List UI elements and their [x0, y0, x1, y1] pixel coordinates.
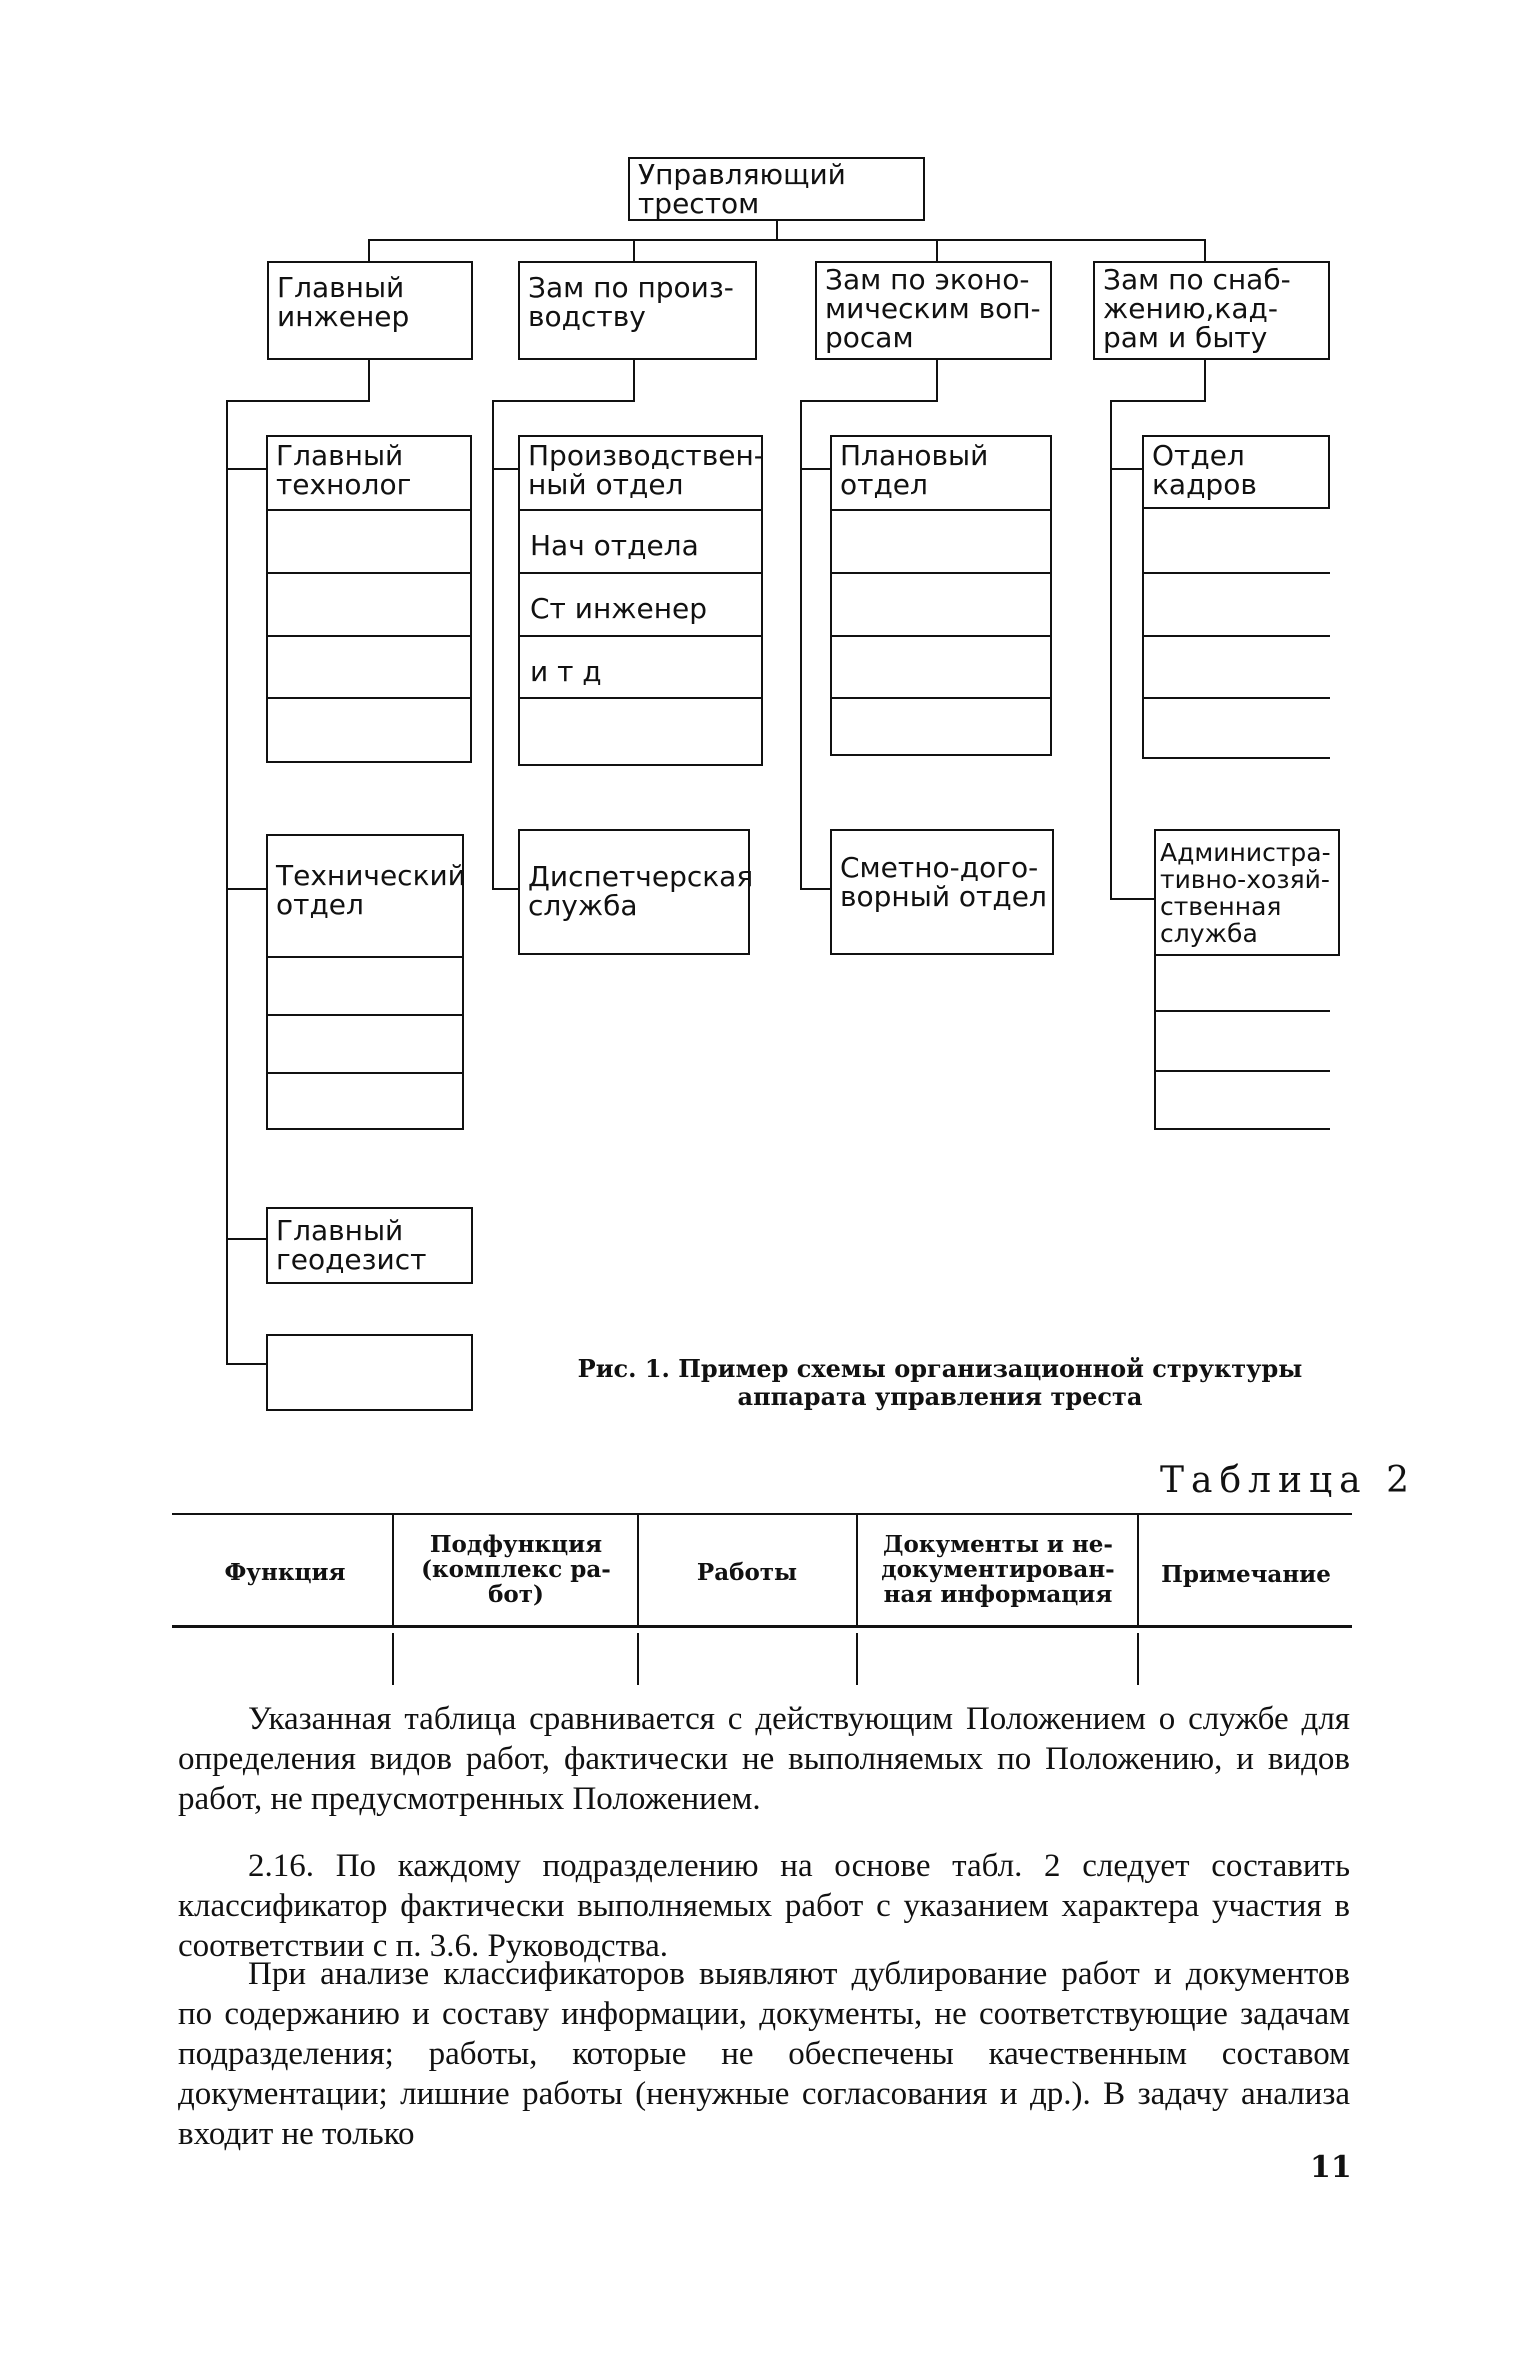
column-divider — [1137, 1515, 1139, 1625]
connector — [226, 888, 268, 890]
connector — [633, 239, 635, 261]
row-stub — [1154, 956, 1156, 1130]
connector — [1204, 360, 1206, 402]
row-divider — [1142, 572, 1330, 574]
connector — [226, 400, 228, 1365]
column-divider — [1137, 1633, 1139, 1685]
org-box-deputy-economics-label: Зам по эконо- мическим воп- росам — [825, 263, 1041, 354]
table-header-rule — [172, 1625, 1352, 1628]
row-divider — [268, 509, 470, 511]
org-box-empty — [266, 1334, 473, 1411]
connector — [368, 239, 1206, 241]
org-box-admin-service — [1154, 829, 1340, 956]
org-box-dispatch-service — [518, 829, 754, 955]
table-header-subfunction: Подфункция (комплекс ра- бот) — [421, 1531, 611, 1608]
row-divider — [1142, 757, 1330, 759]
column-divider — [392, 1515, 394, 1625]
connector — [226, 468, 268, 470]
table-header-documents: Документы и не- документирован- ная информация — [881, 1531, 1115, 1608]
paragraph-3: При анализе классификаторов выявляют дублирование работ и документов по содержанию и составу информации, документы, не соответствующие задачам подразделения; работы, которые не обеспечены качественным составом документации; лишние работы (ненужные согласования и др.). В задачу анализа входит не только — [178, 1956, 1350, 2152]
row-divider — [268, 635, 470, 637]
connector — [1110, 898, 1156, 900]
figure-caption-line1: Рис. 1. Пример схемы организационной структуры — [577, 1354, 1303, 1383]
org-box-chief-surveyor — [266, 1207, 473, 1284]
connector — [492, 468, 520, 470]
org-box-chief-technologist — [266, 435, 472, 763]
org-box-deputy-production-label: Зам по произ- водству — [528, 271, 734, 333]
row-divider — [832, 509, 1050, 511]
table-header-note: Примечание — [1161, 1561, 1331, 1588]
column-divider — [637, 1515, 639, 1625]
row-divider — [268, 1072, 462, 1074]
connector — [1204, 239, 1206, 261]
org-box-production-dept — [518, 435, 763, 766]
connector — [936, 239, 938, 261]
row-divider — [268, 1014, 462, 1016]
org-box-deputy-supply — [1093, 261, 1330, 360]
connector — [800, 400, 938, 402]
row-divider — [1142, 697, 1330, 699]
connector — [1110, 400, 1206, 402]
org-box-root-label: Управляющий трестом — [638, 158, 846, 220]
row-divider — [520, 635, 761, 637]
org-box-estimates-contracts-dept — [830, 829, 1054, 955]
row-divider — [832, 635, 1050, 637]
org-box-chief-engineer — [267, 261, 473, 360]
connector — [1110, 400, 1112, 900]
org-box-hr-dept-label: Отдел кадров — [1152, 439, 1257, 501]
row-label-head: Нач отдела — [530, 529, 699, 562]
table-header-works: Работы — [696, 1559, 798, 1586]
connector — [226, 1238, 268, 1240]
connector — [368, 360, 370, 402]
row-divider — [1142, 635, 1330, 637]
column-divider — [856, 1633, 858, 1685]
paragraph-1: Указанная таблица сравнивается с действующим Положением о службе для определения видов работ, фактически не выполняемых по Положению, и видов работ, не предусмотренных Положением. — [178, 1701, 1350, 1817]
org-box-planning-dept — [830, 435, 1052, 756]
connector — [226, 1363, 268, 1365]
org-box-chief-engineer-label: Главный инженер — [277, 271, 410, 333]
row-label-etc: и т д — [530, 655, 602, 688]
connector — [800, 400, 802, 890]
row-divider — [520, 572, 761, 574]
paragraph-2: 2.16. По каждому подразделению на основе табл. 2 следует составить классификатор фактически выполняемых работ с указанием характера участия в соответствии с п. 3.6. Руководства. — [178, 1848, 1350, 1964]
org-box-planning-dept-label: Плановый отдел — [840, 439, 989, 501]
row-divider — [1154, 1070, 1330, 1072]
org-box-deputy-production — [518, 261, 757, 360]
connector — [368, 239, 370, 261]
row-stub — [1142, 509, 1144, 759]
row-divider — [832, 697, 1050, 699]
org-box-hr-dept — [1142, 435, 1330, 509]
org-box-chief-technologist-label: Главный технолог — [276, 439, 412, 501]
figure-caption-line2: аппарата управления треста — [737, 1382, 1143, 1411]
table-header-function: Функция — [224, 1559, 346, 1586]
connector — [226, 400, 370, 402]
row-divider — [268, 956, 462, 958]
connector — [492, 888, 520, 890]
table-title: Таблица 2 — [1160, 1460, 1416, 1501]
row-divider — [1154, 1128, 1330, 1130]
org-box-technical-dept-label: Технический отдел — [276, 859, 466, 921]
org-box-production-dept-label: Производствен- ный отдел — [528, 439, 764, 501]
connector — [1110, 468, 1144, 470]
org-box-dispatch-service-label: Диспетчерская служба — [528, 860, 754, 922]
row-divider — [268, 572, 470, 574]
org-box-root — [628, 157, 925, 221]
row-divider — [520, 509, 761, 511]
row-divider — [1154, 1010, 1330, 1012]
column-divider — [392, 1633, 394, 1685]
org-box-deputy-supply-label: Зам по снаб- жению,кад- рам и быту — [1103, 263, 1291, 354]
connector — [936, 360, 938, 402]
page-number: 11 — [1310, 2150, 1352, 2185]
connector — [776, 221, 778, 241]
table-top-rule — [172, 1513, 1352, 1515]
connector — [633, 360, 635, 402]
connector — [492, 400, 635, 402]
column-divider — [856, 1515, 858, 1625]
org-box-deputy-economics — [815, 261, 1052, 360]
org-box-estimates-contracts-dept-label: Сметно-дого- ворный отдел — [840, 851, 1047, 913]
org-box-technical-dept — [266, 834, 464, 1130]
row-label-senior-engineer: Ст инженер — [530, 592, 708, 625]
org-box-admin-service-label: Администра- тивно-хозяй- ственная служба — [1160, 838, 1331, 948]
org-box-chief-surveyor-label: Главный геодезист — [276, 1214, 427, 1276]
connector — [800, 468, 832, 470]
row-divider — [520, 697, 761, 699]
connector — [800, 888, 832, 890]
column-divider — [637, 1633, 639, 1685]
figure-caption — [560, 1355, 1320, 1411]
connector — [492, 400, 494, 890]
row-divider — [832, 572, 1050, 574]
row-divider — [268, 697, 470, 699]
